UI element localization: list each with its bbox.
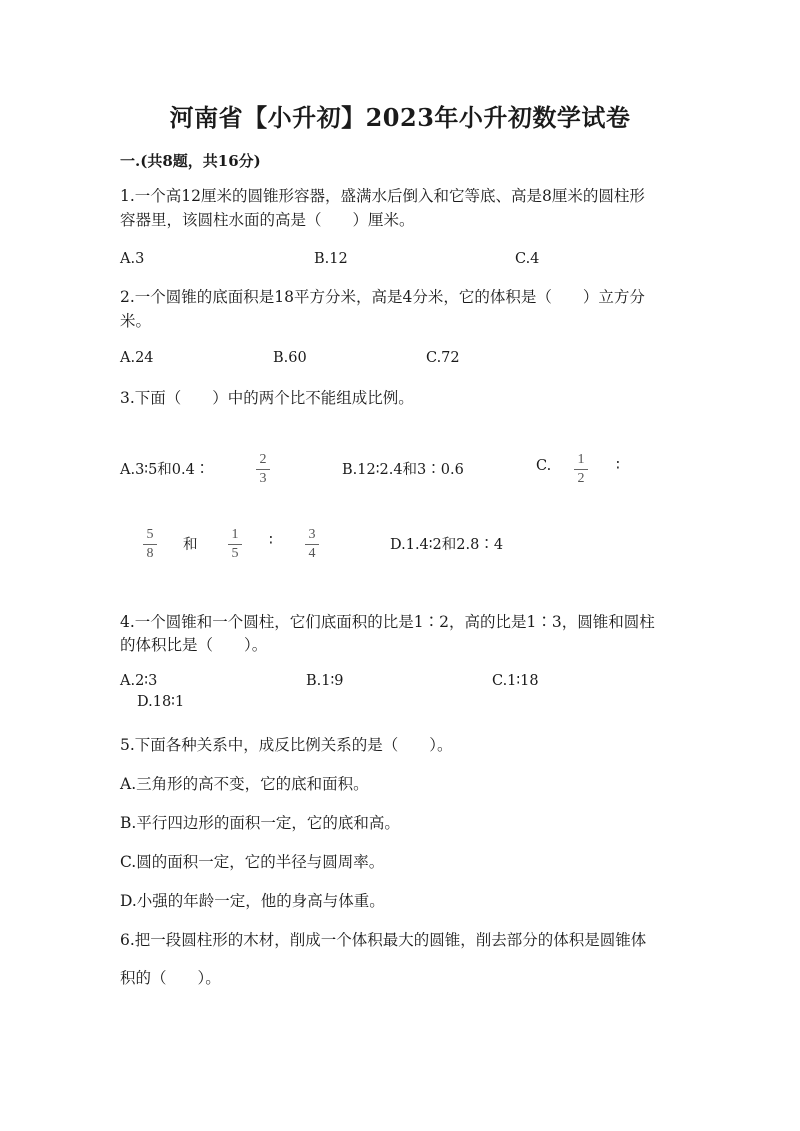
- fraction-numerator: 5: [146, 527, 154, 542]
- fraction-three-quarters: [305, 527, 319, 562]
- page-title: 河南省【小升初】2023年小升初数学试卷: [169, 103, 631, 132]
- question-6-line-1: 6.把一段圆柱形的木材，削成一个体积最大的圆锥，削去部分的体积是圆锥体: [120, 931, 647, 949]
- question-4-option-d: D.18∶1: [137, 694, 185, 710]
- fraction-denominator: 4: [308, 546, 316, 561]
- question-4-line-1: 4.一个圆锥和一个圆柱，它们底面积的比是1∶2，高的比是1∶3，圆锥和圆柱: [120, 613, 655, 631]
- fraction-denominator: 5: [231, 546, 239, 561]
- question-4-option-b: B.1∶9: [306, 673, 344, 689]
- fraction-denominator: 3: [259, 471, 267, 486]
- question-1-line-2: 容器里，该圆柱水面的高是（ ）厘米。: [120, 211, 415, 229]
- question-3-option-c-label: C.: [536, 458, 552, 474]
- question-3-option-a: A.3∶5和0.4∶: [120, 462, 210, 478]
- fraction-numerator: 1: [231, 527, 239, 542]
- question-5-line-1: 5.下面各种关系中，成反比例关系的是（ ）。: [120, 736, 453, 754]
- fraction-numerator: 3: [308, 527, 316, 542]
- question-3-option-d: D.1.4∶2和2.8∶4: [390, 537, 504, 553]
- question-2-line-1: 2.一个圆锥的底面积是18平方分米，高是4分米，它的体积是（ ）立方分: [120, 288, 645, 306]
- question-2-option-c: C.72: [426, 350, 460, 366]
- question-5-option-d: D.小强的年龄一定，他的身高与体重。: [120, 892, 385, 910]
- question-5-option-b: B.平行四边形的面积一定，它的底和高。: [120, 814, 400, 832]
- question-5-option-c: C.圆的面积一定，它的半径与圆周率。: [120, 853, 385, 871]
- question-2-option-a: A.24: [120, 350, 154, 366]
- section-heading: 一.(共8题，共16分): [120, 152, 261, 170]
- question-2-line-2: 米。: [120, 312, 152, 330]
- question-2-option-b: B.60: [273, 350, 307, 366]
- question-3-line-1: 3.下面（ ）中的两个比不能组成比例。: [120, 389, 414, 407]
- fraction-five-eighths: [143, 527, 157, 562]
- fraction-two-thirds: [256, 452, 270, 487]
- fraction-numerator: 2: [259, 452, 267, 467]
- question-4-option-c: C.1∶18: [492, 673, 539, 689]
- question-4-option-a: A.2∶3: [120, 673, 158, 689]
- ratio-colon: ∶: [269, 533, 273, 549]
- question-1-option-a: A.3: [120, 251, 145, 267]
- fraction-one-fifth: [228, 527, 242, 562]
- ratio-colon: ∶: [616, 458, 620, 474]
- question-6-line-2: 积的（ ）。: [120, 969, 221, 987]
- conjunction-and: 和: [183, 537, 198, 553]
- fraction-denominator: 8: [146, 546, 154, 561]
- question-1-option-c: C.4: [515, 251, 540, 267]
- fraction-numerator: 1: [577, 452, 585, 467]
- question-1-line-1: 1.一个高12厘米的圆锥形容器，盛满水后倒入和它等底、高是8厘米的圆柱形: [120, 187, 645, 205]
- fraction-denominator: 2: [577, 471, 585, 486]
- fraction-one-half: [574, 452, 588, 487]
- question-4-line-2: 的体积比是（ ）。: [120, 636, 268, 654]
- question-5-option-a: A.三角形的高不变，它的底和面积。: [120, 775, 369, 793]
- question-3-option-b: B.12∶2.4和3∶0.6: [342, 462, 464, 478]
- question-1-option-b: B.12: [314, 251, 348, 267]
